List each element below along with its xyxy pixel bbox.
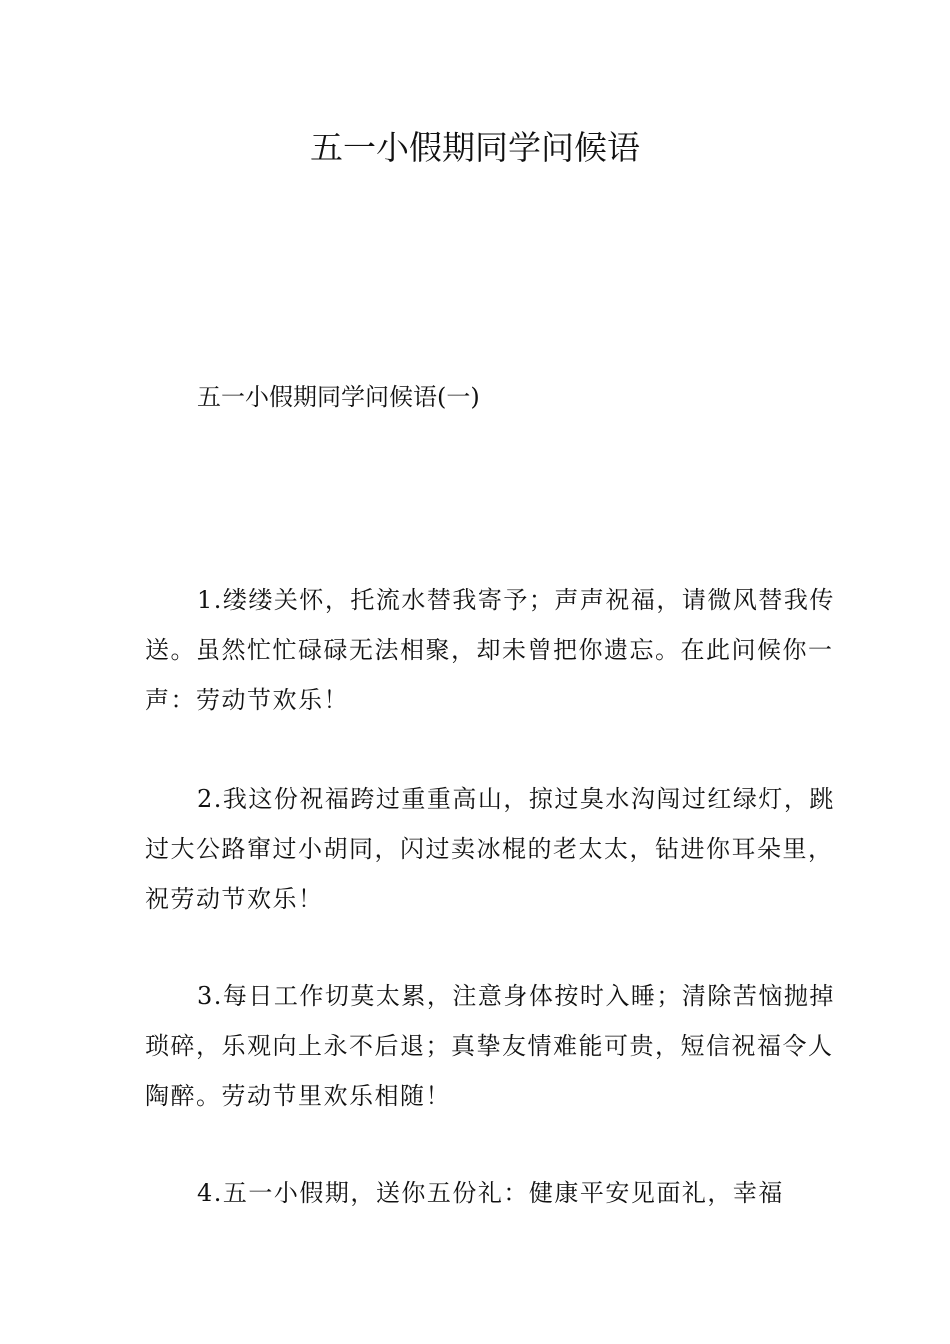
paragraph-3: 3.每日工作切莫太累，注意身体按时入睡；清除苦恼抛掉琐碎，乐观向上永不后退；真挚友情难能可贵，短信祝福令人陶醉。劳动节里欢乐相随！ [145, 982, 835, 1110]
paragraph-1: 1.缕缕关怀，托流水替我寄予；声声祝福，请微风替我传送。虽然忙忙碌碌无法相聚，却未曾把你遗忘。在此问候你一声：劳动节欢乐！ [145, 586, 835, 714]
paragraph-2: 2.我这份祝福跨过重重高山，掠过臭水沟闯过红绿灯，跳过大公路窜过小胡同，闪过卖冰棍的老太太，钻进你耳朵里，祝劳动节欢乐！ [145, 785, 835, 913]
document-title: 五一小假期同学问候语 [310, 128, 640, 167]
paragraph-4: 4.五一小假期，送你五份礼：健康平安见面礼，幸福 [197, 1179, 784, 1207]
section-heading: 五一小假期同学问候语(一) [197, 383, 480, 411]
